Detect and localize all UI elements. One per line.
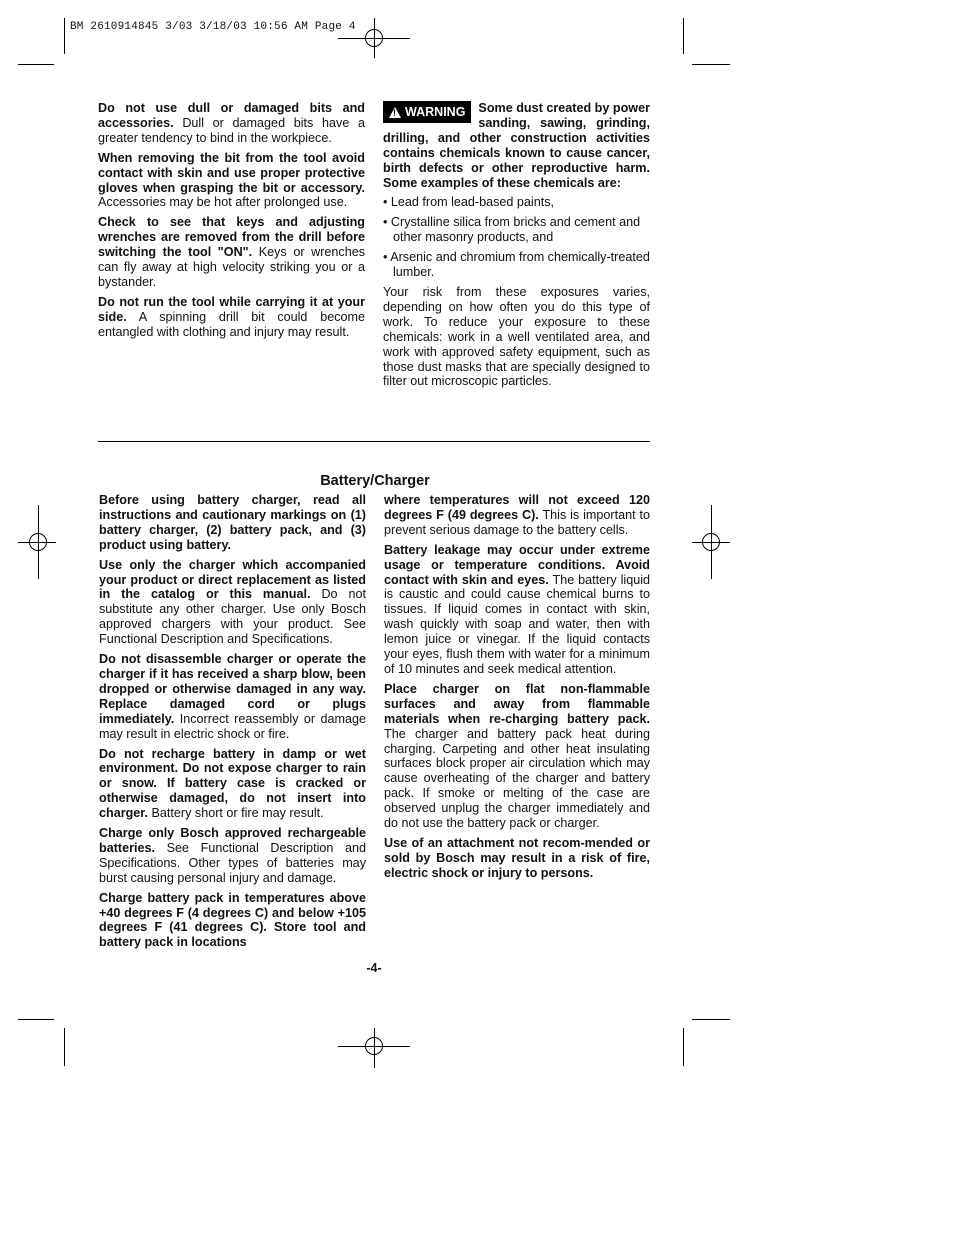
bold-lead: Charge only Bosch approved rechargeable batteries.: [99, 826, 366, 855]
bullet-item: • Crystalline silica from bricks and cement and other masonry products, and: [383, 215, 641, 245]
registration-mark-bottom: [365, 1037, 383, 1055]
bold-lead: Do not run the tool while carrying it at your side.: [98, 294, 365, 324]
registration-mark-right: [702, 533, 720, 551]
bold-lead: Charge battery pack in temperatures above +40 degrees F (4 degrees C) and below +105 degrees F (41 degrees C). Store tool and battery pack in locations: [99, 890, 366, 950]
paragraph: [99, 652, 366, 741]
paragraph: [99, 891, 366, 951]
right-bottom-column: [384, 493, 650, 886]
left-top-column: [98, 101, 365, 345]
crop-mark-bottom-right-h: [692, 1019, 730, 1020]
print-slug: BM 2610914845 3/03 3/18/03 10:56 AM Page 4: [70, 21, 356, 33]
body-text: Accessories may be hot after prolonged use.: [98, 195, 348, 210]
paragraph: [98, 215, 365, 290]
paragraph: [384, 682, 650, 831]
crop-mark-bottom-left-h: [18, 1019, 54, 1020]
crop-mark-bottom-right-v: [683, 1028, 684, 1066]
paragraph: [99, 826, 366, 886]
left-bottom-column: [99, 493, 366, 955]
crop-mark-top-right-h: [692, 64, 730, 65]
registration-mark-left: [29, 533, 47, 551]
body-text: The battery liquid is caustic and could cause chemical burns to tissues. If liquid comes in contact with skin, wash quickly with soap and water, then with lemon juice or vinegar. If the liquid contacts your eyes, flush them with water for a minimum of 10 minutes and seek medical attention.: [384, 572, 651, 676]
body-text: Keys or wrenches can fly away at high velocity striking you or a bystander.: [98, 245, 366, 289]
bold-lead: Check to see that keys and adjusting wrenches are removed from the drill before switching the tool "ON".: [98, 215, 365, 260]
warning-triangle-icon: !: [389, 107, 401, 118]
bold-lead: Do not use dull or damaged bits and accessories.: [98, 101, 365, 130]
warning-paragraph: [383, 101, 650, 190]
warning-text: Some dust created by power sanding, sawing, grinding, drilling, and other construction activities contains chemicals known to cause cancer, birth defects or other reproductive harm. Some examples of these chemicals are:: [383, 101, 650, 190]
paragraph: [99, 493, 366, 553]
bold-lead: Use of an attachment not recom-mended or sold by Bosch may result in a risk of fire, electric shock or injury to persons.: [384, 835, 650, 880]
bold-lead: Do not recharge battery in damp or wet environment. Do not expose charger to rain or snow. If battery case is cracked or otherwise damaged, do not insert into charger.: [99, 746, 366, 821]
body-text: Incorrect reassembly or damage may result in electric shock or fire.: [99, 711, 366, 741]
paragraph: [99, 747, 366, 822]
paragraph: [99, 558, 366, 647]
bullet-item: • Lead from lead-based paints,: [383, 195, 555, 210]
bold-lead: Do not disassemble charger or operate the charger if it has received a sharp blow, been dropped or otherwise damaged in any way. Replace damaged cord or plugs immediately.: [99, 652, 366, 726]
bold-lead: Use only the charger which accompanied your product or direct replacement as listed in the catalog or this manual.: [99, 557, 366, 602]
body-text: The charger and battery pack heat during charging. Carpeting and other heat insulating surfaces block proper air circulation which may cause overheating of the charger and battery pack. If smoke or melting of the case are observed unplug the charger immediately and do not use the battery pack or charger.: [384, 726, 650, 831]
crop-mark-bottom-left-v: [64, 1028, 65, 1066]
right-top-column: [383, 101, 650, 394]
paragraph: [98, 295, 365, 340]
paragraph: [98, 151, 365, 211]
body-text: Dull or damaged bits have a greater tendency to bind in the workpiece.: [98, 115, 365, 145]
crop-mark-top-left-h: [18, 64, 54, 65]
body-text: Battery short or fire may result.: [151, 806, 324, 821]
warning-label: WARNING: [405, 105, 466, 119]
bullet-item: • Arsenic and chromium from chemically-treated lumber.: [383, 250, 650, 280]
body-text: See Functional Description and Specifications. Other types of batteries may burst causing personal injury and damage.: [99, 840, 367, 885]
risk-paragraph: Your risk from these exposures varies, depending on how often you do this type of work. To reduce your exposure to these chemicals: work in a well ventilated area, and work with approved safety equipment, such as those dust masks that are specially designed to filter out microscopic particles.: [383, 284, 650, 389]
paragraph: [98, 101, 365, 146]
crop-mark-top-right-v: [683, 18, 684, 54]
paragraph: [384, 836, 650, 881]
body-text: Do not substitute any other charger. Use only Bosch approved chargers with your product. See Functional Description and Specifications.: [99, 587, 366, 647]
page-number: -4-: [366, 961, 382, 975]
paragraph: [384, 493, 650, 538]
bold-lead: Place charger on flat non-flammable surfaces and away from flammable materials when re-charging battery pack.: [384, 681, 650, 726]
body-text: A spinning drill bit could become entangled with clothing and injury may result.: [98, 309, 365, 339]
section-divider: [98, 441, 650, 442]
bold-lead: Battery leakage may occur under extreme usage or temperature conditions. Avoid contact with skin and eyes.: [384, 542, 650, 587]
body-text: This is important to prevent serious damage to the battery cells.: [384, 507, 650, 537]
bold-lead: When removing the bit from the tool avoid contact with skin and use proper protective gloves when grasping the bit or accessory.: [98, 150, 365, 195]
paragraph: [384, 543, 650, 677]
section-title: Battery/Charger: [320, 473, 430, 489]
warning-badge: [383, 101, 471, 123]
bold-lead: Before using battery charger, read all instructions and cautionary markings on (1) battery charger, (2) battery pack, and (3) product using battery.: [99, 493, 366, 552]
registration-mark-top: [365, 29, 383, 47]
bold-lead: where temperatures will not exceed 120 degrees F (49 degrees C).: [384, 493, 650, 522]
crop-mark-top-left-v: [64, 18, 65, 54]
